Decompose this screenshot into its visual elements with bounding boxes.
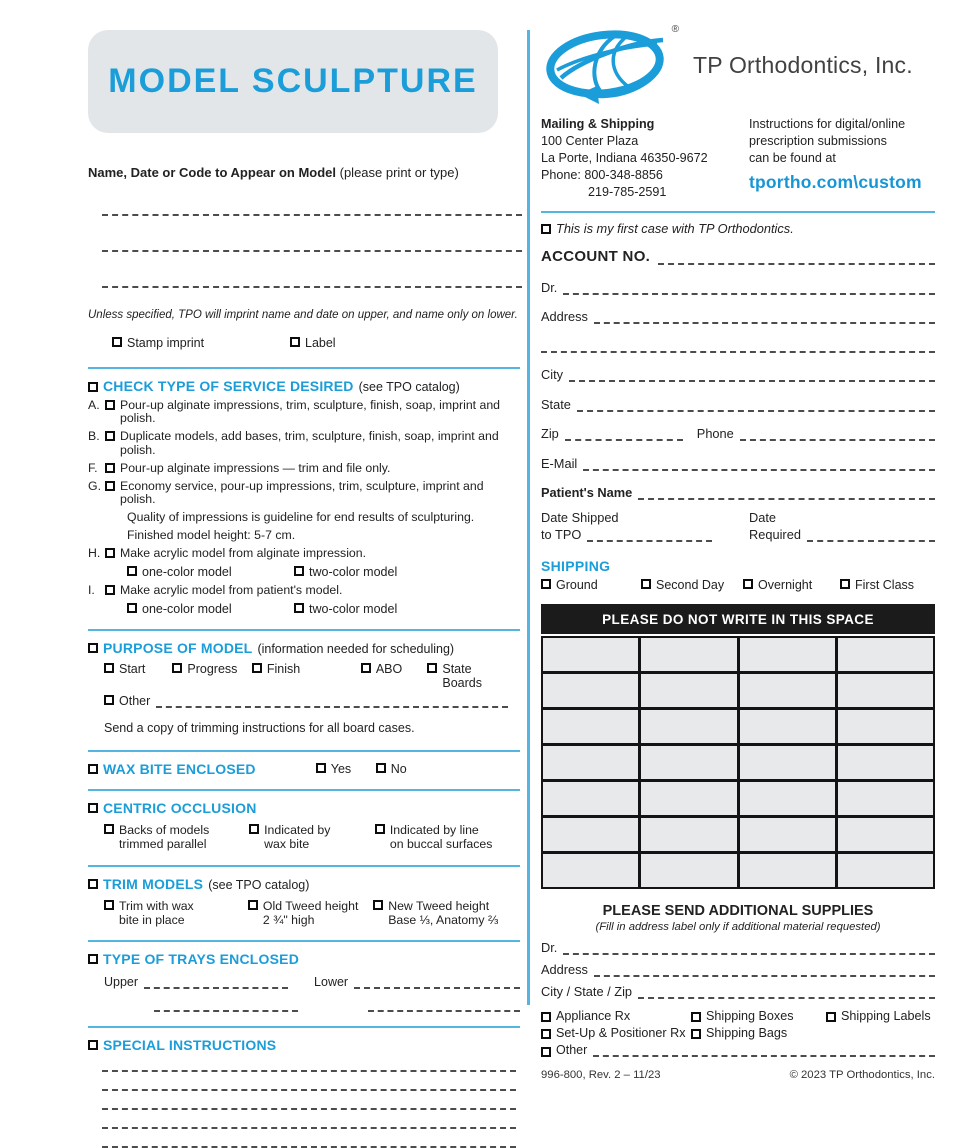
office-use-cell: [740, 818, 835, 851]
i-two-color-checkbox[interactable]: [294, 603, 304, 613]
office-use-cell: [641, 746, 736, 779]
date-shipped-field: [541, 510, 749, 542]
state-input-line[interactable]: [577, 398, 935, 412]
shipping-second-day-option[interactable]: [641, 578, 743, 592]
h-two-color-option[interactable]: [294, 565, 397, 579]
label-option-label: Label: [305, 336, 336, 350]
trays-section-header: [88, 951, 520, 967]
service-item-f-checkbox[interactable]: [105, 463, 115, 473]
supplies-dr-input-line[interactable]: [563, 941, 935, 955]
supplies-other-row: [541, 1043, 935, 1057]
email-input-line[interactable]: [583, 457, 935, 471]
office-use-cell: [838, 746, 933, 779]
form-title: MODEL SCULPTURE: [108, 62, 478, 100]
shipping-first-class-label: First Class: [855, 578, 915, 592]
trim-options: [104, 899, 520, 927]
supplies-other-input-line[interactable]: [593, 1043, 935, 1057]
trim-waxbite-option[interactable]: [104, 899, 248, 927]
centric-buccal-checkbox[interactable]: [375, 824, 385, 834]
supplies-csz-label: City / State / Zip: [541, 984, 633, 999]
office-use-cell: [838, 674, 933, 707]
phone-input-line[interactable]: [740, 427, 935, 441]
i-two-color-option[interactable]: [294, 602, 397, 616]
trim-section-hint: (see TPO catalog): [208, 877, 310, 892]
dr-label: Dr.: [541, 279, 558, 295]
office-use-table: [541, 604, 935, 889]
state-row: [541, 397, 935, 412]
office-use-cell: [838, 854, 933, 887]
service-item-b: [88, 430, 520, 457]
trim-old-tweed-line1: Old Tweed height: [262, 898, 359, 913]
service-section-header: [88, 378, 520, 394]
address-row-2: [541, 339, 935, 353]
website-link[interactable]: tportho.com\custom: [749, 172, 922, 192]
purpose-finish-option[interactable]: [252, 662, 361, 690]
h-one-color-option[interactable]: [127, 565, 294, 579]
centric-buccal-line2: on buccal surfaces: [389, 836, 493, 851]
supplies-csz-input-line[interactable]: [638, 985, 935, 999]
tp-orthodontics-globe-logo-icon: [541, 26, 681, 108]
mailing-address-2: La Porte, Indiana 46350-9672: [541, 151, 708, 165]
service-item-letter: H.: [88, 546, 101, 560]
name-on-model-label: Name, Date or Code to Appear on Model: [88, 165, 336, 180]
imprint-options: [112, 336, 520, 350]
service-item-g-note-2: Finished model height: 5-7 cm.: [127, 528, 296, 542]
supplies-title: PLEASE SEND ADDITIONAL SUPPLIES: [602, 903, 874, 919]
office-use-cell: [838, 818, 933, 851]
trim-new-tweed-checkbox[interactable]: [373, 900, 383, 910]
trim-old-tweed-checkbox[interactable]: [248, 900, 258, 910]
trim-new-tweed-line2: Base ⅓, Anatomy ⅔: [388, 912, 499, 927]
service-item-f: [88, 462, 520, 476]
account-row: [541, 248, 935, 265]
shipping-second-day-label: Second Day: [656, 578, 725, 592]
date-required-label-2: Required: [749, 527, 801, 542]
purpose-start-checkbox[interactable]: [104, 663, 114, 673]
centric-backs-checkbox[interactable]: [104, 824, 114, 834]
section-rule: [88, 367, 520, 369]
address-input-line[interactable]: [594, 310, 935, 324]
setup-positioner-rx-checkbox[interactable]: [541, 1029, 551, 1039]
trays-lower-label: Lower: [314, 974, 349, 989]
office-use-cell: [838, 710, 933, 743]
supplies-csz-row: [541, 984, 935, 999]
city-input-line[interactable]: [569, 368, 935, 382]
shipping-labels-label: Shipping Labels: [841, 1009, 931, 1023]
email-label: E-Mail: [541, 455, 578, 471]
instructions-line-1: Instructions for digital/online: [749, 117, 906, 131]
phone-label: Phone:: [541, 168, 581, 182]
office-use-table-header: PLEASE DO NOT WRITE IN THIS SPACE: [541, 604, 935, 634]
service-item-h-text: Make acrylic model from alginate impression.: [120, 546, 367, 560]
state-label: State: [541, 396, 571, 412]
patient-name-label: Patient's Name: [541, 485, 633, 500]
name-line-3[interactable]: [102, 274, 522, 288]
special-section-title: SPECIAL INSTRUCTIONS: [103, 1036, 277, 1053]
service-item-g-text: Economy service, pour-up impressions, trim, sculpture, imprint and polish.: [120, 478, 484, 506]
shipping-overnight-option[interactable]: [743, 578, 840, 592]
office-use-cell: [641, 818, 736, 851]
special-line-2[interactable]: [102, 1086, 516, 1091]
h-two-color-checkbox[interactable]: [294, 566, 304, 576]
company-header: [541, 26, 935, 108]
phone-number-2: 219-785-2591: [588, 185, 667, 199]
account-input-line[interactable]: [658, 251, 935, 265]
trim-new-tweed-option[interactable]: [373, 899, 520, 927]
patient-name-input-line[interactable]: [638, 486, 935, 500]
address-label: Address: [541, 309, 588, 324]
centric-waxbite-option[interactable]: [249, 823, 375, 851]
name-on-model-hint: (please print or type): [339, 165, 459, 180]
service-item-a-text: Pour-up alginate impressions, trim, sculpture, finish, soap, imprint and polish.: [120, 397, 501, 425]
instructions-line-3: can be found at: [749, 151, 836, 165]
name-line-2[interactable]: [102, 238, 522, 252]
i-two-color-label: two-color model: [309, 601, 398, 616]
office-use-cell: [740, 782, 835, 815]
service-item-letter: B.: [88, 429, 100, 443]
supplies-address-row: [541, 962, 935, 977]
purpose-abo-checkbox[interactable]: [361, 663, 371, 673]
office-use-cell: [740, 638, 835, 671]
trays-upper-line-2[interactable]: [154, 998, 298, 1012]
office-use-cell: [838, 782, 933, 815]
trays-upper-line[interactable]: [144, 975, 288, 989]
city-label: City: [541, 367, 564, 382]
date-required-label-1: Date: [749, 510, 777, 525]
purpose-start-label: Start: [119, 661, 146, 676]
service-item-g-note-1: Quality of impressions is guideline for end results of sculpturing.: [127, 510, 475, 524]
centric-section-header: [88, 800, 520, 816]
appliance-rx-label: Appliance Rx: [556, 1009, 631, 1023]
special-line-3[interactable]: [102, 1105, 516, 1110]
dr-row: [541, 280, 935, 295]
purpose-state-boards-label: State Boards: [442, 661, 482, 690]
mailing-address: [541, 116, 749, 201]
purpose-note: Send a copy of trimming instructions for all board cases.: [104, 720, 415, 735]
name-on-model-section: [88, 165, 520, 180]
special-instructions-lines: [88, 1067, 520, 1148]
contact-block: [541, 116, 935, 201]
purpose-section-title: PURPOSE OF MODEL: [103, 639, 253, 656]
wax-bite-section: [88, 761, 520, 777]
office-use-cell: [740, 674, 835, 707]
trim-section-title: TRIM MODELS: [103, 875, 204, 892]
trim-waxbite-checkbox[interactable]: [104, 900, 114, 910]
appliance-rx-option[interactable]: [541, 1009, 691, 1023]
shipping-ground-label: Ground: [556, 578, 598, 592]
instructions-line-2: prescription submissions: [749, 134, 887, 148]
service-item-letter: F.: [88, 460, 98, 475]
shipping-first-class-checkbox[interactable]: [840, 579, 850, 589]
purpose-section-hint: (information needed for scheduling): [257, 641, 455, 656]
first-case-label: This is my first case with TP Orthodontics.: [556, 221, 794, 236]
imprint-note: Unless specified, TPO will imprint name and date on upper, and name only on lower.: [88, 309, 518, 321]
supplies-dr-label: Dr.: [541, 940, 558, 955]
shipping-bags-checkbox[interactable]: [691, 1029, 701, 1039]
supplies-address-label: Address: [541, 962, 588, 977]
stamp-imprint-option[interactable]: [112, 336, 290, 350]
centric-section-title: CENTRIC OCCLUSION: [103, 799, 257, 816]
service-item-i-checkbox[interactable]: [105, 585, 115, 595]
shipping-overnight-label: Overnight: [758, 578, 813, 592]
h-one-color-checkbox[interactable]: [127, 566, 137, 576]
service-item-h: [88, 547, 520, 561]
office-use-cell: [838, 638, 933, 671]
address-input-line-2[interactable]: [541, 339, 935, 353]
i-one-color-option[interactable]: [127, 602, 294, 616]
supplies-other-label: Other: [556, 1043, 588, 1057]
patient-name-row: [541, 485, 935, 500]
name-line-1[interactable]: [102, 202, 522, 216]
shipping-bags-label: Shipping Bags: [706, 1026, 788, 1040]
mailing-address-1: 100 Center Plaza: [541, 134, 639, 148]
office-use-cell: [641, 638, 736, 671]
form-number: 996-800, Rev. 2 – 11/23: [541, 1069, 661, 1081]
special-line-4[interactable]: [102, 1124, 516, 1129]
company-name: TP Orthodontics, Inc.: [693, 52, 913, 78]
h-two-color-label: two-color model: [309, 565, 398, 579]
phone-number-1: 800-348-8856: [584, 168, 663, 182]
service-item-f-text: Pour-up alginate impressions — trim and file only.: [120, 460, 391, 475]
registered-trademark: ®: [671, 24, 679, 35]
phone-field-label: Phone: [696, 426, 734, 441]
city-row: [541, 367, 935, 382]
office-use-cell: [543, 854, 638, 887]
purpose-section-header: [88, 640, 520, 656]
shipping-second-day-checkbox[interactable]: [641, 579, 651, 589]
purpose-state-boards-checkbox[interactable]: [427, 663, 437, 673]
dates-row: [541, 510, 935, 542]
special-section-header: [88, 1037, 520, 1053]
trays-row-1: [104, 975, 520, 989]
appliance-rx-checkbox[interactable]: [541, 1012, 551, 1022]
service-item-a-checkbox[interactable]: [105, 400, 115, 410]
shipping-boxes-label: Shipping Boxes: [706, 1009, 794, 1023]
trim-section-checkbox[interactable]: [88, 879, 98, 889]
shipping-ground-option[interactable]: [541, 578, 641, 592]
service-item-letter: A.: [88, 397, 100, 412]
purpose-progress-checkbox[interactable]: [172, 663, 182, 673]
office-use-cell: [641, 674, 736, 707]
trim-new-tweed-line1: New Tweed height: [388, 898, 490, 913]
purpose-abo-option[interactable]: [361, 662, 428, 690]
shipping-bags-option[interactable]: [691, 1026, 826, 1040]
office-use-cell: [543, 746, 638, 779]
service-item-i-suboptions: [127, 602, 520, 616]
trim-old-tweed-option[interactable]: [248, 899, 373, 927]
centric-buccal-line1: Indicated by line: [389, 822, 479, 837]
trim-waxbite-line1: Trim with wax: [119, 898, 194, 913]
centric-backs-line2: trimmed parallel: [119, 836, 207, 851]
service-item-i: [88, 584, 520, 598]
digital-instructions: [749, 116, 935, 201]
centric-buccal-option[interactable]: [375, 823, 520, 851]
office-use-cell: [740, 710, 835, 743]
shipping-section-title: SHIPPING: [541, 558, 611, 574]
section-rule: [88, 865, 520, 867]
shipping-first-class-option[interactable]: [840, 578, 914, 592]
section-rule: [88, 789, 520, 791]
i-one-color-label: one-color model: [142, 601, 232, 616]
setup-positioner-rx-option[interactable]: [541, 1026, 691, 1040]
shipping-options: [541, 578, 935, 592]
purpose-options: [104, 662, 508, 690]
shipping-overnight-checkbox[interactable]: [743, 579, 753, 589]
i-one-color-checkbox[interactable]: [127, 603, 137, 613]
h-one-color-label: one-color model: [142, 565, 232, 579]
wax-bite-no-label: No: [390, 761, 407, 776]
special-line-5[interactable]: [102, 1143, 516, 1148]
date-shipped-input-line[interactable]: [587, 528, 712, 542]
trays-section-title: TYPE OF TRAYS ENCLOSED: [103, 950, 300, 967]
supplies-options: [541, 1009, 935, 1043]
purpose-finish-checkbox[interactable]: [252, 663, 262, 673]
service-item-a: [88, 399, 520, 426]
service-item-h-checkbox[interactable]: [105, 548, 115, 558]
centric-waxbite-line2: wax bite: [264, 836, 310, 851]
office-use-cell: [641, 854, 736, 887]
shipping-labels-checkbox[interactable]: [826, 1012, 836, 1022]
dr-input-line[interactable]: [563, 281, 935, 295]
service-item-i-text: Make acrylic model from patient's model.: [120, 582, 343, 597]
purpose-other-checkbox[interactable]: [104, 695, 114, 705]
office-use-cell: [543, 674, 638, 707]
service-section-title: CHECK TYPE OF SERVICE DESIRED: [103, 378, 354, 394]
service-item-letter: I.: [88, 582, 95, 597]
address-row: [541, 309, 935, 324]
service-item-g: [88, 480, 520, 507]
purpose-progress-label: Progress: [187, 661, 238, 676]
right-column: [541, 26, 935, 1081]
purpose-other-row: [104, 694, 508, 708]
centric-section-checkbox[interactable]: [88, 803, 98, 813]
office-use-cell: [543, 710, 638, 743]
setup-positioner-rx-label: Set-Up & Positioner Rx: [556, 1026, 686, 1040]
service-item-g-checkbox[interactable]: [105, 481, 115, 491]
office-use-cell: [543, 818, 638, 851]
supplies-subtitle: (Fill in address label only if additional material requested): [595, 921, 881, 933]
service-item-letter: G.: [88, 478, 101, 493]
trim-waxbite-line2: bite in place: [119, 912, 185, 927]
service-section-checkbox[interactable]: [88, 382, 98, 392]
wax-bite-no-checkbox[interactable]: [376, 763, 386, 773]
wax-bite-title: WAX BITE ENCLOSED: [103, 760, 256, 777]
date-shipped-label-1: Date Shipped: [541, 510, 619, 525]
mailing-phone-1: [541, 167, 749, 184]
zip-input-line[interactable]: [565, 427, 683, 441]
service-section-hint: (see TPO catalog): [358, 380, 460, 394]
shipping-labels-option[interactable]: [826, 1009, 935, 1023]
first-case-row: [541, 221, 935, 236]
purpose-other-label: Other: [119, 693, 151, 708]
purpose-abo-label: ABO: [375, 661, 403, 676]
office-use-cell: [740, 746, 835, 779]
centric-waxbite-checkbox[interactable]: [249, 824, 259, 834]
date-required-input-line[interactable]: [807, 528, 935, 542]
trays-lower-line-2[interactable]: [368, 998, 520, 1012]
centric-backs-option[interactable]: [104, 823, 249, 851]
trays-upper-label: Upper: [104, 974, 139, 989]
label-checkbox[interactable]: [290, 337, 300, 347]
stamp-imprint-checkbox[interactable]: [112, 337, 122, 347]
date-required-field: [749, 510, 935, 542]
purpose-progress-option[interactable]: [172, 662, 251, 690]
service-item-b-text: Duplicate models, add bases, trim, sculpture, finish, soap, imprint and polish.: [120, 429, 499, 457]
trim-section-header: [88, 876, 520, 892]
trays-row-2: [104, 998, 520, 1012]
special-line-1[interactable]: [102, 1067, 516, 1072]
stamp-imprint-label: Stamp imprint: [127, 336, 205, 350]
left-column: [88, 30, 520, 1148]
supplies-address-input-line[interactable]: [594, 963, 935, 977]
supplies-other-checkbox[interactable]: [541, 1047, 551, 1057]
special-section-checkbox[interactable]: [88, 1040, 98, 1050]
zip-label: Zip: [541, 426, 559, 441]
form-title-box: [88, 30, 498, 133]
shipping-boxes-option[interactable]: [691, 1009, 826, 1023]
wax-bite-yes-checkbox[interactable]: [316, 763, 326, 773]
purpose-finish-label: Finish: [266, 661, 301, 676]
office-use-cell: [543, 638, 638, 671]
supplies-dr-row: [541, 940, 935, 955]
trim-old-tweed-line2: 2 ¾" high: [262, 912, 315, 927]
purpose-other-line[interactable]: [156, 694, 508, 708]
centric-backs-line1: Backs of models: [119, 822, 210, 837]
section-rule: [88, 940, 520, 942]
section-rule: [88, 1026, 520, 1028]
office-use-cell: [641, 782, 736, 815]
service-item-b-checkbox[interactable]: [105, 431, 115, 441]
purpose-section-checkbox[interactable]: [88, 643, 98, 653]
trays-section-checkbox[interactable]: [88, 954, 98, 964]
purpose-start-option[interactable]: [104, 662, 172, 690]
wax-bite-yes-option[interactable]: [316, 762, 376, 776]
email-row: [541, 456, 935, 471]
copyright: © 2023 TP Orthodontics, Inc.: [789, 1069, 935, 1081]
wax-bite-section-checkbox[interactable]: [88, 764, 98, 774]
office-use-cell: [543, 782, 638, 815]
centric-options: [104, 823, 520, 851]
column-divider: [527, 30, 530, 1005]
centric-waxbite-line1: Indicated by: [264, 822, 331, 837]
trays-lower-line[interactable]: [354, 975, 520, 989]
office-use-cell: [740, 854, 835, 887]
date-shipped-label-2: to TPO: [541, 527, 582, 542]
form-footer: [541, 1069, 935, 1081]
wax-bite-no-option[interactable]: [376, 762, 407, 776]
do-not-write-grid: [541, 636, 935, 889]
shipping-ground-checkbox[interactable]: [541, 579, 551, 589]
wax-bite-yes-label: Yes: [330, 761, 352, 776]
purpose-state-boards-option[interactable]: [427, 662, 508, 690]
mailing-title: Mailing & Shipping: [541, 117, 655, 131]
section-rule: [88, 750, 520, 752]
first-case-checkbox[interactable]: [541, 224, 551, 234]
section-rule: [541, 211, 935, 213]
shipping-boxes-checkbox[interactable]: [691, 1012, 701, 1022]
zip-phone-row: [541, 426, 935, 441]
account-label: ACCOUNT NO.: [541, 248, 651, 265]
office-use-cell: [641, 710, 736, 743]
label-option[interactable]: [290, 336, 468, 350]
section-rule: [88, 629, 520, 631]
service-item-h-suboptions: [127, 565, 520, 579]
